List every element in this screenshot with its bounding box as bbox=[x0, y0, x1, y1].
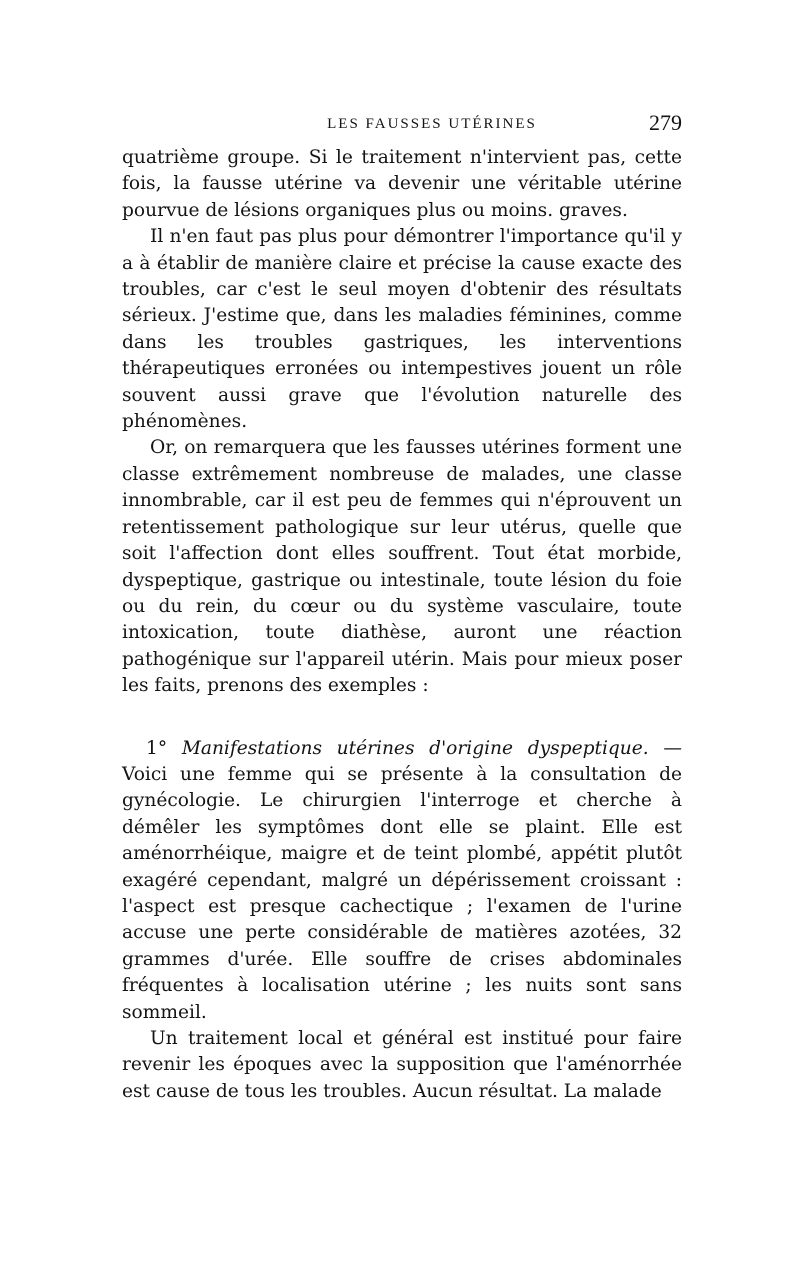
running-title: LES FAUSSES UTÉRINES bbox=[327, 116, 537, 132]
section-text: — Voici une femme qui se présente à la consultation de gynécologie. Le chirurgien l'interroge et cherche à démêler les symptômes dont elle se plaint. Elle est aménorrhéique, maigre et de teint plombé, appétit plutôt exagéré cependant, malgré un dépérissement croissant : l'aspect est presque cachectique ; l'examen de l'urine accuse une perte considérable de matières azotées, 32 grammes d'urée. Elle souffre de crises abdominales fréquentes à localisation utérine ; les nuits sont sans sommeil. bbox=[122, 737, 682, 1023]
paragraph-continuation: quatrième groupe. Si le traitement n'intervient pas, cette fois, la fausse utérine va devenir une véritable utérine pourvue de lésions organiques plus ou moins. graves. bbox=[122, 147, 682, 221]
section-number: 1° bbox=[146, 737, 168, 759]
paragraph: Or, on remarquera que les fausses utérines forment une classe extrêmement nombreuse de malades, une classe innombrable, car il est peu de femmes qui n'éprouvent un retentissement pathologique sur leur utérus, quelle que soit l'affection dont elles souffrent. Tout état morbide, dyspeptique, gastrique ou intestinale, toute lésion du foie ou du rein, du cœur ou du système vasculaire, toute intoxication, toute diathèse, auront une réaction pathogénique sur l'appareil utérin. Mais pour mieux poser les faits, prenons des exemples : bbox=[122, 437, 682, 697]
paragraph: Un traitement local et général est institué pour faire revenir les époques avec la supposition que l'aménorrhée est cause de tous les troubles. Aucun résultat. La malade bbox=[122, 1028, 682, 1102]
section-title: Manifestations utérines d'origine dyspeptique. bbox=[181, 737, 649, 759]
running-header bbox=[122, 110, 682, 144]
paragraph: Il n'en faut pas plus pour démontrer l'importance qu'il y a à établir de manière claire et précise la cause exacte des troubles, car c'est le seul moyen d'obtenir des résultats sérieux. J'estime que, dans les maladies féminines, comme dans les troubles gastriques, les interventions thérapeutiques erronées ou intempestives jouent un rôle souvent aussi grave que l'évolution naturelle des phénomènes. bbox=[122, 226, 682, 433]
body-text bbox=[122, 145, 682, 1105]
page-number: 279 bbox=[649, 110, 682, 135]
section-paragraph bbox=[122, 736, 682, 1026]
